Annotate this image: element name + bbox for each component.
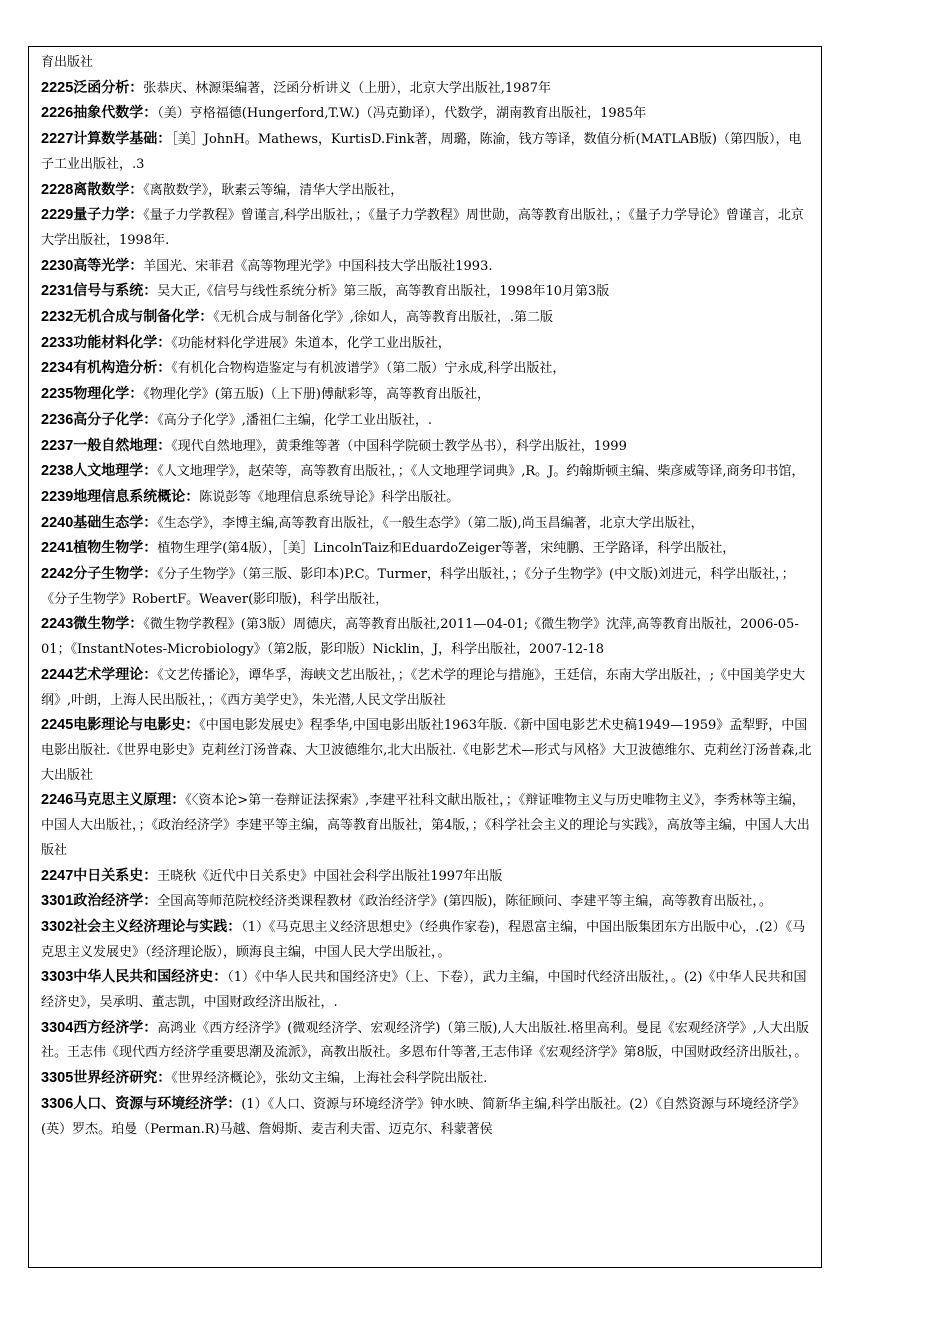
course-title: 分子生物学： <box>73 566 158 583</box>
course-title: 一般自然地理： <box>73 437 172 454</box>
course-entry <box>41 713 813 788</box>
course-title: 中日关系史： <box>73 867 158 884</box>
course-title: 植物生物学： <box>73 540 158 557</box>
course-title: 微生物学： <box>73 616 144 633</box>
course-code: 2247 <box>41 867 74 884</box>
course-title: 物理化学： <box>73 386 144 403</box>
course-entry <box>41 485 813 511</box>
course-entry <box>41 127 813 177</box>
course-references: （1）《马克思主义经济思想史》（经典作家卷)，程恩富主编，中国出版集团东方出版中心，.(2）《马克思主义发展史》（经济理论版），顾海良主编，中国人民大学出版社，。 <box>41 919 806 960</box>
course-code: 2237 <box>41 437 74 454</box>
course-title: 马克思主义原理： <box>73 792 186 809</box>
course-code: 2227 <box>41 131 74 148</box>
course-references: 《无机合成与制备化学》,徐如人，高等教育出版社，.第二版 <box>213 310 554 326</box>
course-code: 2235 <box>41 386 74 403</box>
course-references: 吴大正,《信号与线性系统分析》第三版，高等教育出版社，1998年10月第3版 <box>157 284 610 300</box>
course-entry <box>41 889 813 915</box>
course-code: 2231 <box>41 283 74 300</box>
course-code: 2239 <box>41 488 74 505</box>
course-references: 《分子生物学》（第三版、影印本)P.C。Turmer，科学出版社，；《分子生物学》(中文版)刘进元，科学出版社，；《分子生物学》RobertF。Weaver(影印版)，科学出版社， <box>41 567 795 607</box>
course-code: 2245 <box>41 717 74 734</box>
course-code: 2243 <box>41 616 74 633</box>
course-references: 羊国光、宋菲君《高等物理光学》中国科技大学出版社1993. <box>143 258 493 274</box>
course-code: 3304 <box>41 1019 74 1036</box>
course-title: 泛函分析： <box>73 79 144 96</box>
course-entry <box>41 382 813 408</box>
course-references: 高鸿业《西方经济学》(微观经济学、宏观经济学)（第三版),人大出版社.格里高利。曼昆《宏观经济学》,人大出版社。王志伟《现代西方经济学重要思潮及流派》，高教出版社。多恩布什等著,王志伟译《宏观经济学》第8版，中国财政经济出版社，。 <box>41 1020 809 1061</box>
course-code: 2241 <box>41 540 74 557</box>
course-title: 社会主义经济理论与实践： <box>73 918 242 935</box>
course-code: 2242 <box>41 566 74 583</box>
course-entry <box>41 1016 813 1066</box>
course-references: 《微生物学教程》(第3版）周德庆，高等教育出版社,2011—04-01;《微生物学》沈萍,高等教育出版社，2006-05-01；《InstantNotes-Microbiology》（第2版，影印版）Nicklin，J，科学出版社，2007-12-18 <box>41 617 799 658</box>
course-code: 2229 <box>41 207 74 224</box>
course-entry <box>41 1092 813 1142</box>
course-title: 有机构造分析： <box>73 360 172 377</box>
course-entry <box>41 279 813 305</box>
course-title: 基础生态学： <box>73 514 158 531</box>
course-code: 3306 <box>41 1095 74 1112</box>
course-references: 《人文地理学》，赵荣等，高等教育出版社，；《人文地理学词典》,R。J。约翰斯顿主编、柴彦威等译,商务印书馆， <box>157 464 805 480</box>
course-references: 《高分子化学》,潘祖仁主编，化学工业出版社，. <box>157 412 433 428</box>
course-code: 2232 <box>41 309 74 326</box>
course-entry <box>41 663 813 713</box>
course-code: 2246 <box>41 792 74 809</box>
course-title: 高等光学： <box>73 257 144 274</box>
course-references: 全国高等师范院校经济类课程教材《政治经济学》(第四版)，陈征顾问、李建平等主编，高等教育出版社，。 <box>157 894 772 910</box>
course-references: 《中国电影发展史》程季华,中国电影出版社1963年版.《新中国电影艺术史稿1949—1959》孟犁野，中国电影出版社.《世界电影史》克莉丝汀汤普森、大卫波德维尔,北大出版社.《电影艺术—形式与风格》大卫波德维尔、克莉丝汀汤普森,北大出版社 <box>41 718 812 783</box>
document-page <box>28 46 822 1268</box>
course-references: 《〈资本论>第一卷辩证法探索》,李建平社科文献出版社，；《辩证唯物主义与历史唯物主义》，李秀林等主编，中国人大出版社，；《政治经济学》李建平等主编，高等教育出版社，第4版，；《科学社会主义的理论与实践》，高放等主编，中国人大出版社 <box>41 793 810 858</box>
course-title: 人文地理学： <box>73 463 158 480</box>
course-references: 张恭庆、林源渠编著，泛函分析讲义（上册），北京大学出版社,1987年 <box>143 80 551 96</box>
course-entry <box>41 356 813 382</box>
course-title: 电影理论与电影史： <box>73 717 200 734</box>
course-code: 2225 <box>41 79 74 96</box>
course-references: ［美］JohnH。Mathews，KurtisD.Fink著，周璐，陈渝，钱方等译，数值分析(MATLAB版)（第四版），电子工业出版社，.3 <box>41 132 802 172</box>
course-code: 2236 <box>41 411 74 428</box>
course-code: 2230 <box>41 257 74 274</box>
course-title: 抽象代数学： <box>73 105 158 122</box>
course-references: 《生态学》，李博主编,高等教育出版社，《一般生态学》（第二版),尚玉昌编著，北京大学出版社， <box>157 515 704 531</box>
course-entry <box>41 459 813 485</box>
course-entry <box>41 408 813 434</box>
course-title: 中华人民共和国经济史： <box>73 969 228 986</box>
course-entry <box>41 562 813 612</box>
course-code: 2233 <box>41 334 74 351</box>
course-references: （1）《中华人民共和国经济史》（上、下卷），武力主编，中国时代经济出版社，。(2)《中华人民共和国经济史》，吴承明、董志凯，中国财政经济出版社，. <box>41 970 807 1011</box>
course-title: 西方经济学： <box>73 1019 158 1036</box>
course-entry <box>41 511 813 537</box>
course-title: 量子力学： <box>73 207 144 224</box>
course-entry <box>41 76 813 102</box>
course-code: 2238 <box>41 463 74 480</box>
course-code: 2240 <box>41 514 74 531</box>
course-title: 功能材料化学： <box>73 334 172 351</box>
course-entry <box>41 434 813 460</box>
course-title: 信号与系统： <box>73 283 158 300</box>
course-references: (1）《人口、资源与环境经济学》钟水映、简新华主编,科学出版社。(2）《自然资源与环境经济学》(英）罗杰。珀曼（Perman.R)马越、詹姆斯、麦吉利夫雷、迈克尔、科蒙著侯 <box>41 1096 806 1137</box>
course-code: 3303 <box>41 969 74 986</box>
course-title: 政治经济学： <box>73 893 158 910</box>
course-entry <box>41 915 813 965</box>
course-entry <box>41 101 813 127</box>
course-entry <box>41 536 813 562</box>
course-title: 高分子化学： <box>73 411 158 428</box>
course-code: 3305 <box>41 1070 74 1087</box>
course-entry <box>41 254 813 280</box>
course-references: 《功能材料化学进展》朱道本，化学工业出版社， <box>171 335 451 351</box>
course-code: 2228 <box>41 181 74 198</box>
course-entry <box>41 788 813 863</box>
course-code: 2244 <box>41 666 74 683</box>
course-references: 《离散数学》，耿素云等编，清华大学出版社， <box>143 182 404 198</box>
course-references: 植物生理学(第4版），［美］LincolnTaiz和EduardoZeiger等著，宋纯鹏、王学路译，科学出版社， <box>157 541 736 557</box>
course-references: 陈说彭等《地理信息系统导论》科学出版社。 <box>199 489 460 505</box>
course-code: 3301 <box>41 893 74 910</box>
course-entry <box>41 1066 813 1092</box>
course-references: 《物理化学》(第五版)（上下册)傅献彩等，高等教育出版社， <box>143 387 490 403</box>
course-references: 王晓秋《近代中日关系史》中国社会科学出版社1997年出版 <box>157 868 503 884</box>
course-title: 世界经济研究： <box>73 1070 172 1087</box>
course-title: 地理信息系统概论： <box>73 488 200 505</box>
course-title: 人口、资源与环境经济学： <box>73 1095 242 1112</box>
course-references: 《有机化合物构造鉴定与有机波谱学》（第二版）宁永成,科学出版社， <box>171 361 566 377</box>
document-body <box>29 47 821 1142</box>
course-entry <box>41 612 813 662</box>
course-references: （美）亨格福德(Hungerford,T.W.)（冯克勤译），代数学，湖南教育出版社，1985年 <box>157 106 647 122</box>
course-title: 艺术学理论： <box>73 666 158 683</box>
course-entry <box>41 305 813 331</box>
course-title: 离散数学： <box>73 181 144 198</box>
course-entry <box>41 864 813 890</box>
course-references: 《量子力学教程》曾谨言,科学出版社，；《量子力学教程》周世勋，高等教育出版社，；《量子力学导论》曾谨言，北京大学出版社，1998年. <box>41 208 804 248</box>
course-entry <box>41 178 813 204</box>
course-entry <box>41 203 813 253</box>
lead-line: 育出版社 <box>41 55 94 70</box>
course-references: 《现代自然地理》，黄秉维等著（中国科学院硕士教学丛书），科学出版社，1999 <box>171 438 627 454</box>
course-code: 3302 <box>41 918 74 935</box>
course-code: 2234 <box>41 360 74 377</box>
course-title: 计算数学基础： <box>73 131 172 148</box>
course-entry <box>41 965 813 1015</box>
course-entry <box>41 331 813 357</box>
course-title: 无机合成与制备化学： <box>73 309 214 326</box>
course-references: 《世界经济概论》，张幼文主编，上海社会科学院出版社. <box>171 1071 488 1087</box>
course-code: 2226 <box>41 105 74 122</box>
course-references: 《文艺传播论》，谭华孚，海峡文艺出版社，；《艺术学的理论与措施》，王廷信，东南大学出版社，;《中国美学史大纲》,叶朗，上海人民出版社，；《西方美学史》，朱光潜,人民文学出版社 <box>41 667 806 708</box>
